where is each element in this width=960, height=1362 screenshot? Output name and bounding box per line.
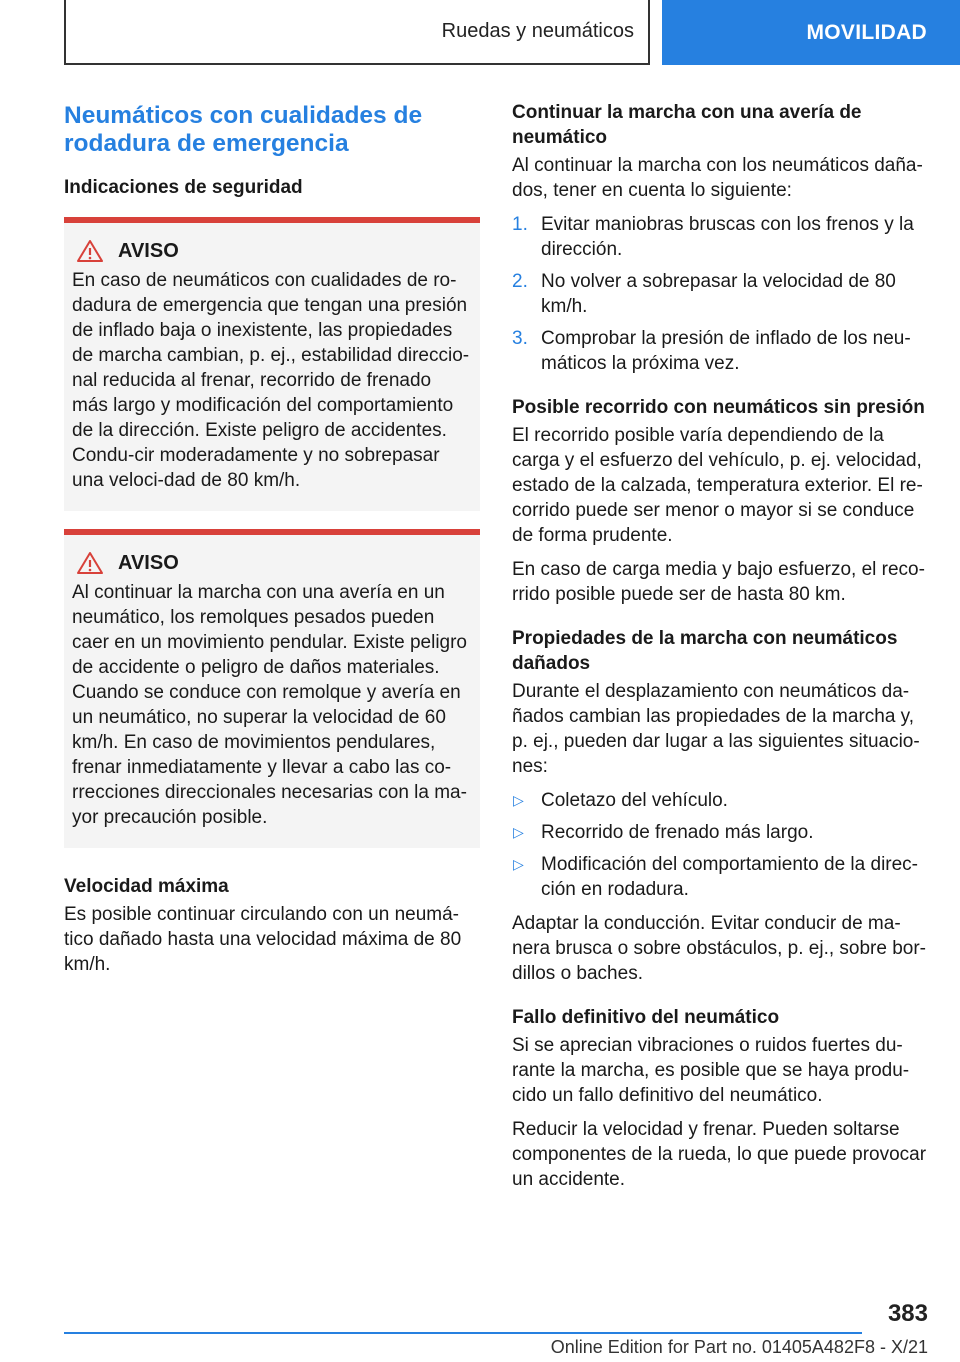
triangle-right-icon: ▷: [513, 856, 524, 872]
failure-paragraph: Reducir la velocidad y frenar. Pueden soltarse componentes de la rueda, lo que puede provocar un accidente.: [512, 1119, 927, 1190]
list-item: [512, 212, 930, 262]
range-heading: Posible recorrido con neumáticos sin presión: [512, 397, 925, 418]
warning-header: [72, 239, 472, 263]
bullet-text: Modificación del comportamiento de la direc-ción en rodadura.: [541, 854, 919, 900]
triangle-right-icon: ▷: [513, 824, 524, 840]
list-item: [512, 326, 930, 376]
warning-title: AVISO: [118, 240, 179, 262]
continue-steps: [512, 212, 930, 376]
right-column: [512, 100, 930, 1201]
header-section-title: Ruedas y neumáticos: [441, 20, 634, 42]
warning-box: [64, 529, 480, 848]
left-column: [64, 100, 480, 986]
warning-triangle-icon: [76, 551, 104, 575]
failure-paragraph: Si se aprecian vibraciones o ruidos fuertes du-rante la marcha, es posible que se haya produ-cido un fallo definitivo del neumático.: [512, 1035, 910, 1106]
step-number: 1.: [512, 214, 528, 235]
footer-divider: [64, 1332, 862, 1334]
header-chapter-title: MOVILIDAD: [806, 20, 927, 44]
warning-header: [72, 551, 472, 575]
properties-outro: Adaptar la conducción. Evitar conducir de ma-nera brusca o sobre obstáculos, p. ej., sobre bor-dillos o baches.: [512, 913, 927, 984]
page-number: 383: [887, 1300, 928, 1327]
step-text: No volver a sobrepasar la velocidad de 80 km/h.: [541, 271, 896, 317]
bullet-text: Recorrido de frenado más largo.: [541, 822, 814, 843]
list-item: [512, 269, 930, 319]
warning-box: [64, 217, 480, 511]
continue-intro: Al continuar la marcha con los neumáticos daña-dos, tener en cuenta lo siguiente:: [512, 155, 923, 201]
warning-text: Al continuar la marcha con una avería en un neumático, los remolques pesados pueden caer en un movimiento pendular. Existe peligro de accidente o peligro de daños materiales. Cuando se conduce con remolque y avería en un neumático, no superar la velocidad de 60 km/h. En caso de movimientos pendulares, frenar inmediatamente y llevar a cabo las co-rrecciones direccionales necesarias con la ma-yor precaución posible.: [72, 582, 468, 828]
max-speed-heading: Velocidad máxima: [64, 876, 229, 897]
list-item: [512, 820, 930, 845]
list-item: [512, 852, 930, 902]
properties-list: [512, 788, 930, 902]
properties-intro: Durante el desplazamiento con neumáticos da-ñados cambian las propiedades de la marcha y, p. ej., pueden dar lugar a las siguientes situacio-nes:: [512, 681, 920, 777]
warning-text: En caso de neumáticos con cualidades de ro-dadura de emergencia que tengan una presión de inflado baja o inexistente, las propiedades de marcha cambian, p. ej., estabilidad direccio-nal reducida al frenar, recorrido de frenado más largo y modificación del comportamiento de la dirección. Existe peligro de accidentes. Condu-cir moderadamente y no sobrepasar una veloci-dad de 80 km/h.: [72, 270, 470, 491]
step-number: 2.: [512, 271, 528, 292]
range-paragraph: En caso de carga media y bajo esfuerzo, el reco-rrido posible puede ser de hasta 80 km.: [512, 559, 925, 605]
max-speed-text: Es posible continuar circulando con un neumá-tico dañado hasta una velocidad máxima de 80 km/h.: [64, 904, 462, 975]
failure-heading: Fallo definitivo del neumático: [512, 1007, 780, 1028]
page-title: Neumáticos con cualidades de rodadura de emergencia: [64, 102, 423, 157]
step-number: 3.: [512, 328, 528, 349]
properties-heading: Propiedades de la marcha con neumáticos dañados: [512, 628, 898, 674]
range-paragraph: El recorrido posible varía dependiendo de la carga y el esfuerzo del vehículo, p. ej. velocidad, estado de la calzada, temperatura exterior. El re-corrido puede ser menor o mayor si se conduce de forma prudente.: [512, 425, 923, 546]
triangle-right-icon: ▷: [513, 792, 524, 808]
bullet-text: Coletazo del vehículo.: [541, 790, 728, 811]
warning-triangle-icon: [76, 239, 104, 263]
warning-title: AVISO: [118, 552, 179, 574]
continue-heading: Continuar la marcha con una avería de neumático: [512, 102, 862, 148]
step-text: Comprobar la presión de inflado de los neu-máticos la próxima vez.: [541, 328, 911, 374]
header-section-tab: [64, 0, 650, 65]
footer-edition: Online Edition for Part no. 01405A482F8 - X/21: [550, 1337, 928, 1357]
list-item: [512, 788, 930, 813]
safety-heading: Indicaciones de seguridad: [64, 177, 303, 198]
step-text: Evitar maniobras bruscas con los frenos y la dirección.: [541, 214, 914, 260]
header-chapter-tab: [662, 0, 960, 65]
